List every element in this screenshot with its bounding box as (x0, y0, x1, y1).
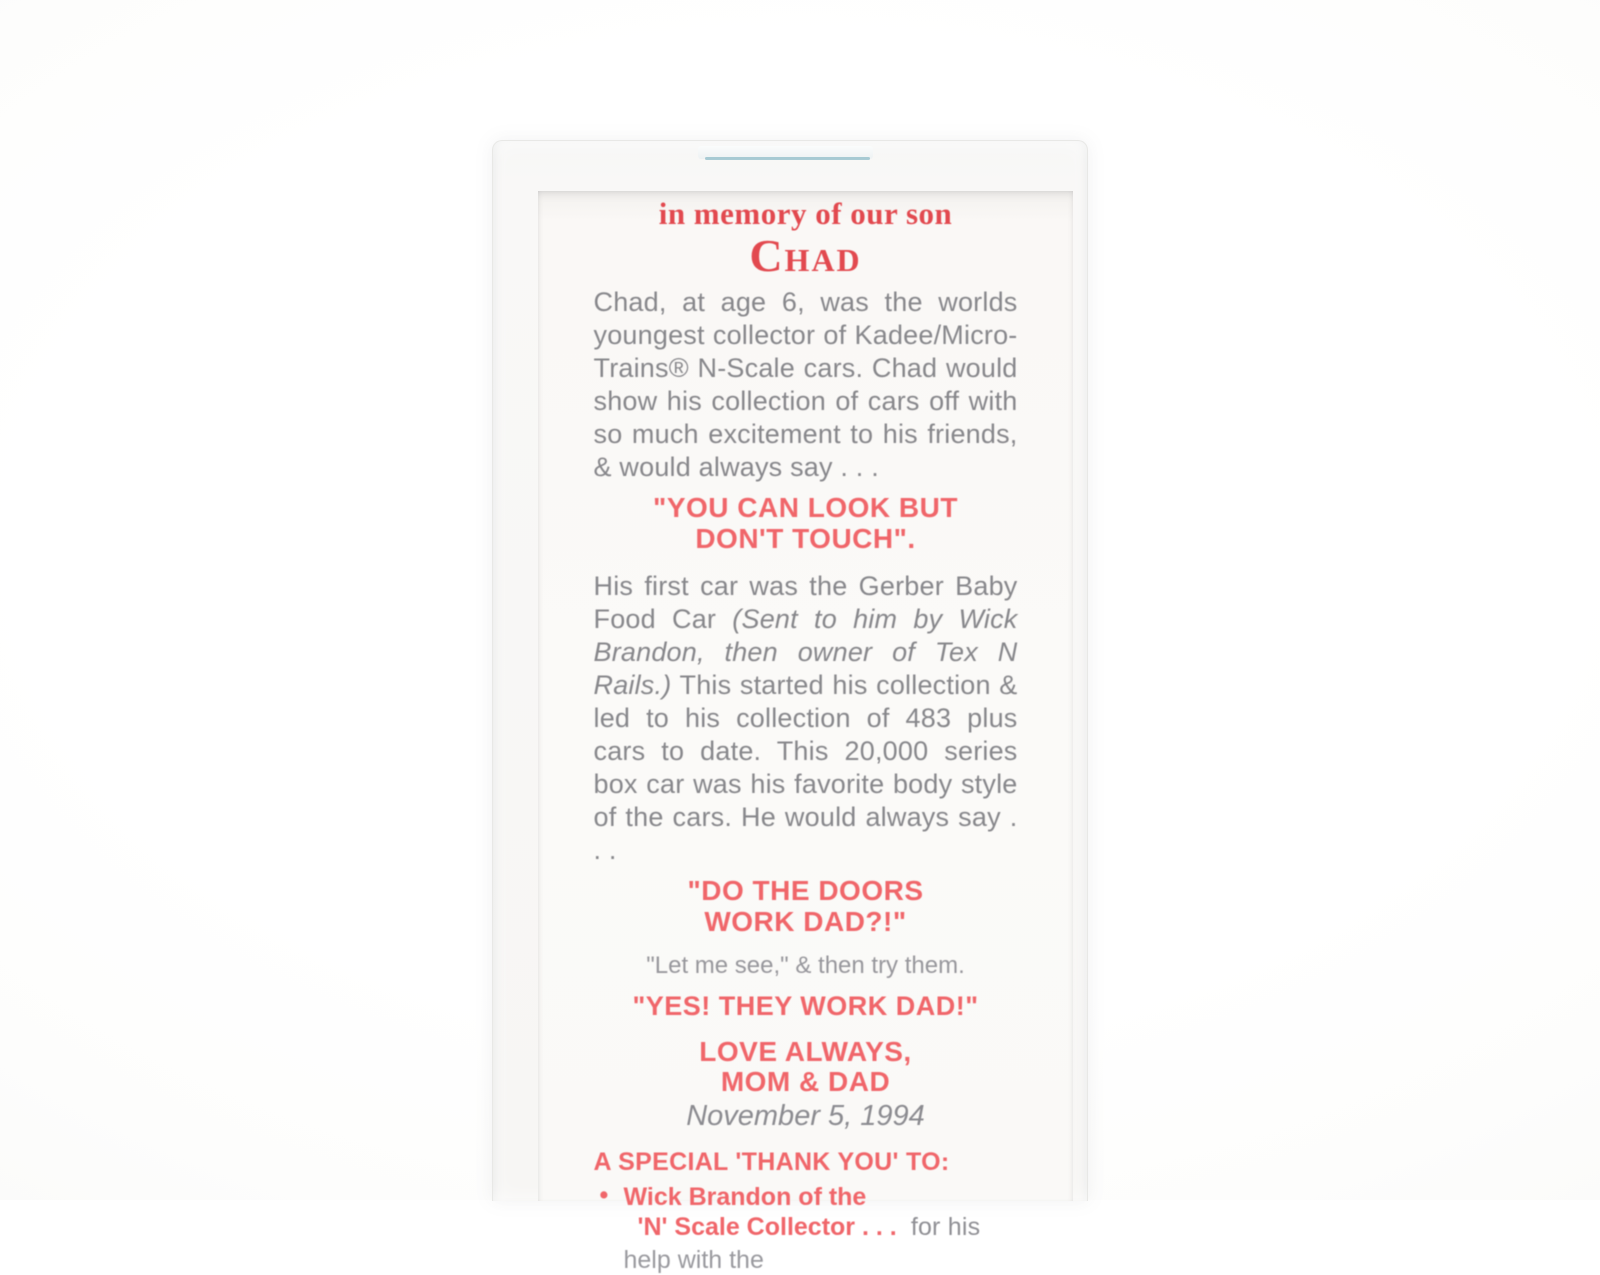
memorial-card (538, 191, 1073, 1274)
memorial-date: November 5, 1994 (686, 1100, 925, 1132)
thanks-suffix-label: for his (910, 1213, 981, 1241)
closing-line: MOM & DAD (720, 1066, 891, 1097)
bullet-icon: • (599, 1181, 609, 1209)
thanks-cutoff-line: help with the (623, 1246, 764, 1274)
closing-signature (594, 1037, 1018, 1097)
paragraph-intro: Chad, at age 6, was the worlds youngest collector of Kadee/Micro-Trains® N-Scale cars. Chad would show his collection of cars off with so much excitement to his friends, & would always say . . . (593, 287, 1018, 482)
thanks-bullet-text: Wick Brandon of the (623, 1183, 867, 1211)
thanks-heading: A SPECIAL 'THANK YOU' TO: (593, 1148, 950, 1176)
aside-let-me-see: "Let me see," & then try them. (646, 952, 965, 979)
quote-line: "DO THE DOORS (687, 875, 924, 906)
thanks-bullet-text: 'N' Scale Collector . . . (637, 1213, 897, 1241)
plastic-case (492, 140, 1088, 1274)
quote-line: WORK DAD?!" (704, 906, 907, 937)
quote-line: "YOU CAN LOOK BUT (653, 492, 958, 523)
quote-line: DON'T TOUCH". (695, 523, 916, 554)
closing-line: LOVE ALWAYS, (699, 1036, 912, 1067)
case-teal-detail (705, 157, 870, 160)
paragraph-first-car (594, 570, 1018, 867)
memorial-name: Chad (749, 230, 862, 281)
memorial-title-line: in memory of our son (658, 196, 953, 231)
thanks-bullet-continued (594, 1213, 1018, 1241)
quote-look-dont-touch (594, 492, 1018, 554)
quote-do-doors-work (594, 875, 1018, 937)
thanks-bullet-item (594, 1183, 1018, 1211)
quote-yes-they-work: "YES! THEY WORK DAD!" (632, 991, 979, 1021)
paragraph-text: This started his collection & led to his collection of 483 plus cars to date. This 20,000 series box car was his favorite body style of the cars. He would always say . . . (593, 670, 1018, 865)
paragraph-text: His first car was the Gerber Baby Food Car (593, 571, 1018, 634)
thanks-suffix-text (904, 1213, 981, 1241)
paragraph-italic-note: (Sent to him by Wick Brandon, then owner of Tex N Rails.) (593, 604, 1018, 700)
card-content (594, 191, 1018, 1275)
